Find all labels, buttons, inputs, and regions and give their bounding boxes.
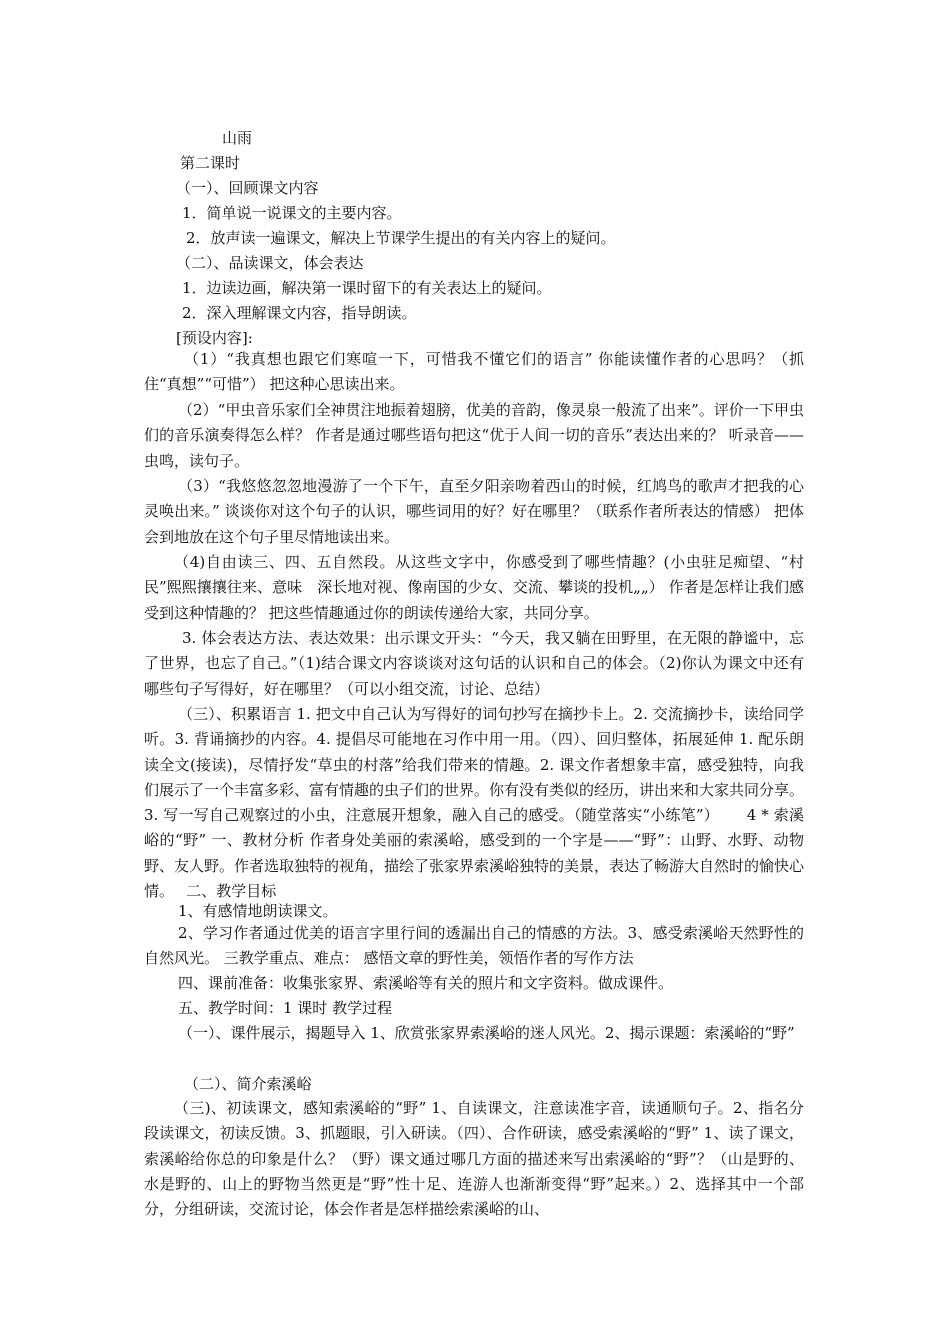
paragraph-5: 3. 体会表达方法、表达效果：出示课文开头：“今天，我又躺在田野里，在无限的静谧中，忘了世界，也忘了自己。”（1)结合课文内容谈谈对这句话的认识和自己的体会。（2)你认为课文中还有哪些句子写得好，好在哪里？（可以小组交流，讨论、总结） [144, 629, 804, 698]
paragraph-3: （3）“我悠悠忽忽地漫游了一个下午，直至夕阳亲吻着西山的时候，红鸠鸟的歌声才把我的心灵唤出来。” 谈谈你对这个句子的认识，哪些词用的好？好在哪里？（联系作者所表达的情感） 把体会到地放在这个句子里尽情地读出来。 [144, 477, 804, 546]
section-1-item-1: 1．简单说一说课文的主要内容。 [182, 204, 402, 222]
section-2-heading: （二）、品读课文，体会表达 [176, 254, 364, 272]
paragraph-12: （二）、简介索溪峪 [184, 1075, 312, 1093]
paragraph-13: （三)、初读课文，感知索溪峪的“野” 1、自读课文，注意读准字音，读通顺句子。2、指名分段读课文，初读反馈。3、抓题眼，引入研读。（四）、合作研读，感受索溪峪的“野” 1、读了课文，索溪峪给你总的印象是什么？（野）课文通过哪几方面的描述来写出索溪峪的“野”？（山是野的、水是野的、山上的野物当然更是“野”性十足、连游人也渐渐变得“野”起来。）2、选择其中一个部分，分组研读，交流讨论，体会作者是怎样描绘索溪峪的山、 [144, 1099, 804, 1219]
paragraph-10: 五、教学时间：1 课时 教学过程 [178, 999, 393, 1017]
doc-title: 山雨 [222, 129, 253, 147]
section-2-item-1: 1．边读边画，解决第一课时留下的有关表达上的疑问。 [182, 279, 552, 297]
lesson-label: 第二课时 [180, 154, 241, 172]
section-1-item-2: 2．放声读一遍课文，解决上节课学生提出的有关内容上的疑问。 [186, 229, 616, 247]
paragraph-6: （三）、积累语言 1. 把文中自己认为写得好的词句抄写在摘抄卡上。2. 交流摘抄卡，读给同学听。3. 背诵摘抄的内容。4. 提倡尽可能地在习作中用一用。（四）、回归整体，拓展延伸 1. 配乐朗读全文(接读)，尽情抒发“草虫的村落”给我们带来的情趣。2. 课文作者想象丰富，感受独特，向我们展示了一个丰富多彩、富有情趣的虫子们的世界。你有没有类似的经历，讲出来和大家共同分享。3. 写一写自己观察过的小虫，注意展开想象，融入自己的感受。（随堂落实“小练笔”） 4 * 索溪峪的“野” 一、教材分析 作者身处美丽的索溪峪，感受到的一个字是——“野”：山野、水野、动物野、友人野。作者选取独特的视角，描绘了张家界索溪峪独特的美景，表达了畅游大自然时的愉快心情。 二、教学目标 [144, 705, 805, 901]
preset-label: [预设内容]: [176, 329, 253, 347]
paragraph-8: 2、学习作者通过优美的语言字里行间的透漏出自己的情感的方法。3、感受索溪峪天然野性的自然风光。 三教学重点、难点： 感悟文章的野性美，领悟作者的写作方法 [144, 924, 804, 968]
paragraph-4: （4)自由读三、四、五自然段。从这些文字中，你感受到了哪些情趣？(小虫驻足痴望、“村民”熙熙攘攘往来、意味 深长地对视、像南国的少女、交流、攀谈的投机„„） 作者是怎样让我们感受到这种情趣的？ 把这些情趣通过你的朗读传递给大家，共同分享。 [144, 553, 804, 622]
paragraph-11: （一）、课件展示，揭题导入 1、欣赏张家界索溪峪的迷人风光。2、揭示课题：索溪峪的“野” [178, 1024, 795, 1042]
paragraph-2: （2）“甲虫音乐家们全神贯注地振着翅膀，优美的音韵，像灵泉一般流了出来”。评价一下甲虫们的音乐演奏得怎么样？ 作者是通过哪些语句把这“优于人间一切的音乐”表达出来的？ 听录音——虫鸣，读句子。 [144, 401, 804, 470]
paragraph-9: 四、课前准备：收集张家界、索溪峪等有关的照片和文字资料。做成课件。 [178, 974, 674, 992]
paragraph-7: 1、有感情地朗读课文。 [178, 902, 338, 920]
section-1-heading: （一）、回顾课文内容 [176, 179, 319, 197]
paragraph-1: （1）“我真想也跟它们寒喧一下，可惜我不懂它们的语言” 你能读懂作者的心思吗？（抓住“真想”“可惜”） 把这种心思读出来。 [144, 350, 804, 394]
section-2-item-2: 2．深入理解课文内容，指导朗读。 [182, 304, 417, 322]
